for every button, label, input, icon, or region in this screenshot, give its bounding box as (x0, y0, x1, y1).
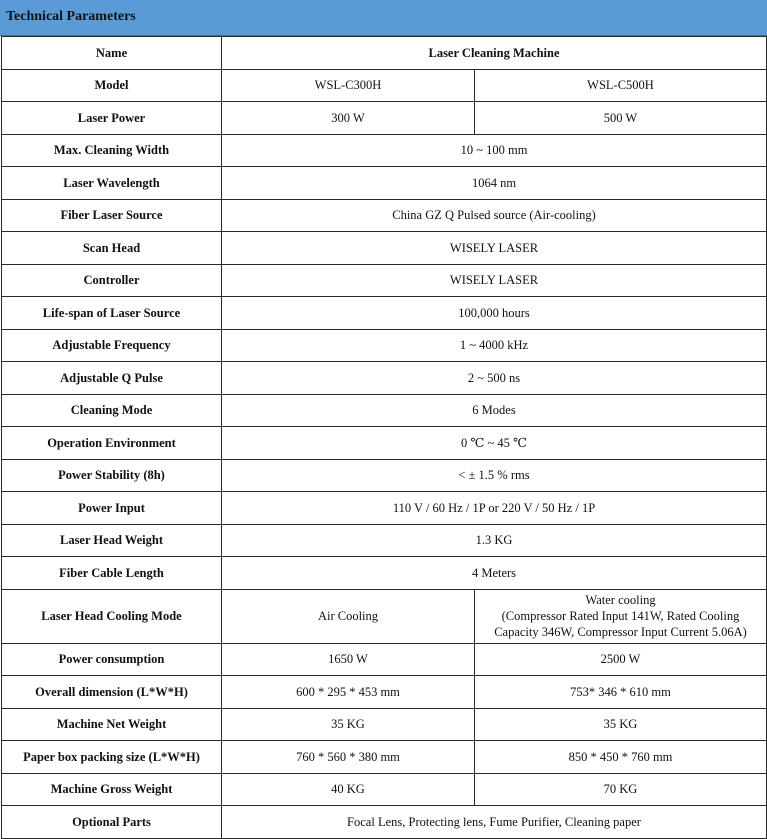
parameter-name: Name (2, 37, 222, 70)
table-row (2, 362, 767, 395)
table-row (2, 557, 767, 590)
table-row (2, 134, 767, 167)
value-wsl-c300h: 35 KG (222, 708, 475, 741)
value-wsl-c300h: 1650 W (222, 643, 475, 676)
parameter-value: 100,000 hours (222, 297, 767, 330)
value-wsl-c500h: WSL-C500H (475, 69, 767, 102)
section-title: Technical Parameters (6, 9, 136, 24)
value-wsl-c500h: 2500 W (475, 643, 767, 676)
value-wsl-c500h: 35 KG (475, 708, 767, 741)
table-row (2, 297, 767, 330)
parameter-name: Adjustable Frequency (2, 329, 222, 362)
parameter-name: Scan Head (2, 232, 222, 265)
parameter-name: Cleaning Mode (2, 394, 222, 427)
table-row (2, 427, 767, 460)
table-row (2, 264, 767, 297)
table-row (2, 199, 767, 232)
value-wsl-c300h: WSL-C300H (222, 69, 475, 102)
table-row (2, 708, 767, 741)
parameters-table (1, 36, 767, 839)
parameter-name: Operation Environment (2, 427, 222, 460)
parameter-name: Fiber Cable Length (2, 557, 222, 590)
parameter-name: Laser Wavelength (2, 167, 222, 200)
table-row (2, 741, 767, 774)
table-row (2, 806, 767, 839)
parameter-name: Controller (2, 264, 222, 297)
parameter-name: Max. Cleaning Width (2, 134, 222, 167)
parameter-name: Adjustable Q Pulse (2, 362, 222, 395)
value-wsl-c300h: 600 * 295 * 453 mm (222, 676, 475, 709)
parameter-name: Laser Head Cooling Mode (2, 589, 222, 643)
table-row (2, 167, 767, 200)
parameter-name: Fiber Laser Source (2, 199, 222, 232)
parameter-name: Power Stability (8h) (2, 459, 222, 492)
table-row (2, 69, 767, 102)
table-row (2, 524, 767, 557)
value-wsl-c300h: 300 W (222, 102, 475, 135)
table-row (2, 232, 767, 265)
value-wsl-c500h: 70 KG (475, 773, 767, 806)
value-wsl-c300h: Air Cooling (222, 589, 475, 643)
value-wsl-c500h: Water cooling (Compressor Rated Input 141W, Rated Cooling Capacity 346W, Compressor Input Current 5.06A) (475, 589, 767, 643)
parameter-value: 0 ℃ ~ 45 ℃ (222, 427, 767, 460)
table-row (2, 643, 767, 676)
parameter-value: 110 V / 60 Hz / 1P or 220 V / 50 Hz / 1P (222, 492, 767, 525)
parameter-value: Focal Lens, Protecting lens, Fume Purifier, Cleaning paper (222, 806, 767, 839)
parameter-name: Machine Gross Weight (2, 773, 222, 806)
parameter-name: Optional Parts (2, 806, 222, 839)
table-row (2, 394, 767, 427)
parameter-value: 10 ~ 100 mm (222, 134, 767, 167)
parameter-name: Life-span of Laser Source (2, 297, 222, 330)
parameter-name: Power consumption (2, 643, 222, 676)
parameter-value: 2 ~ 500 ns (222, 362, 767, 395)
parameter-name: Paper box packing size (L*W*H) (2, 741, 222, 774)
parameter-value: 4 Meters (222, 557, 767, 590)
parameter-name: Model (2, 69, 222, 102)
value-wsl-c300h: 40 KG (222, 773, 475, 806)
parameter-value: 1.3 KG (222, 524, 767, 557)
parameter-name: Overall dimension (L*W*H) (2, 676, 222, 709)
parameter-value: WISELY LASER (222, 232, 767, 265)
table-row (2, 329, 767, 362)
table-row (2, 492, 767, 525)
section-header (0, 0, 767, 36)
parameter-value: China GZ Q Pulsed source (Air-cooling) (222, 199, 767, 232)
parameter-value: WISELY LASER (222, 264, 767, 297)
parameter-value: 1 ~ 4000 kHz (222, 329, 767, 362)
parameter-name: Laser Head Weight (2, 524, 222, 557)
parameter-value: Laser Cleaning Machine (222, 37, 767, 70)
parameter-name: Power Input (2, 492, 222, 525)
parameter-value: 6 Modes (222, 394, 767, 427)
value-wsl-c300h: 760 * 560 * 380 mm (222, 741, 475, 774)
table-row (2, 589, 767, 643)
table-row (2, 102, 767, 135)
table-row (2, 37, 767, 70)
value-wsl-c500h: 753* 346 * 610 mm (475, 676, 767, 709)
value-wsl-c500h: 500 W (475, 102, 767, 135)
parameter-name: Machine Net Weight (2, 708, 222, 741)
parameter-name: Laser Power (2, 102, 222, 135)
parameter-value: 1064 nm (222, 167, 767, 200)
value-wsl-c500h: 850 * 450 * 760 mm (475, 741, 767, 774)
table-row (2, 459, 767, 492)
table-row (2, 773, 767, 806)
parameter-value: < ± 1.5 % rms (222, 459, 767, 492)
table-row (2, 676, 767, 709)
